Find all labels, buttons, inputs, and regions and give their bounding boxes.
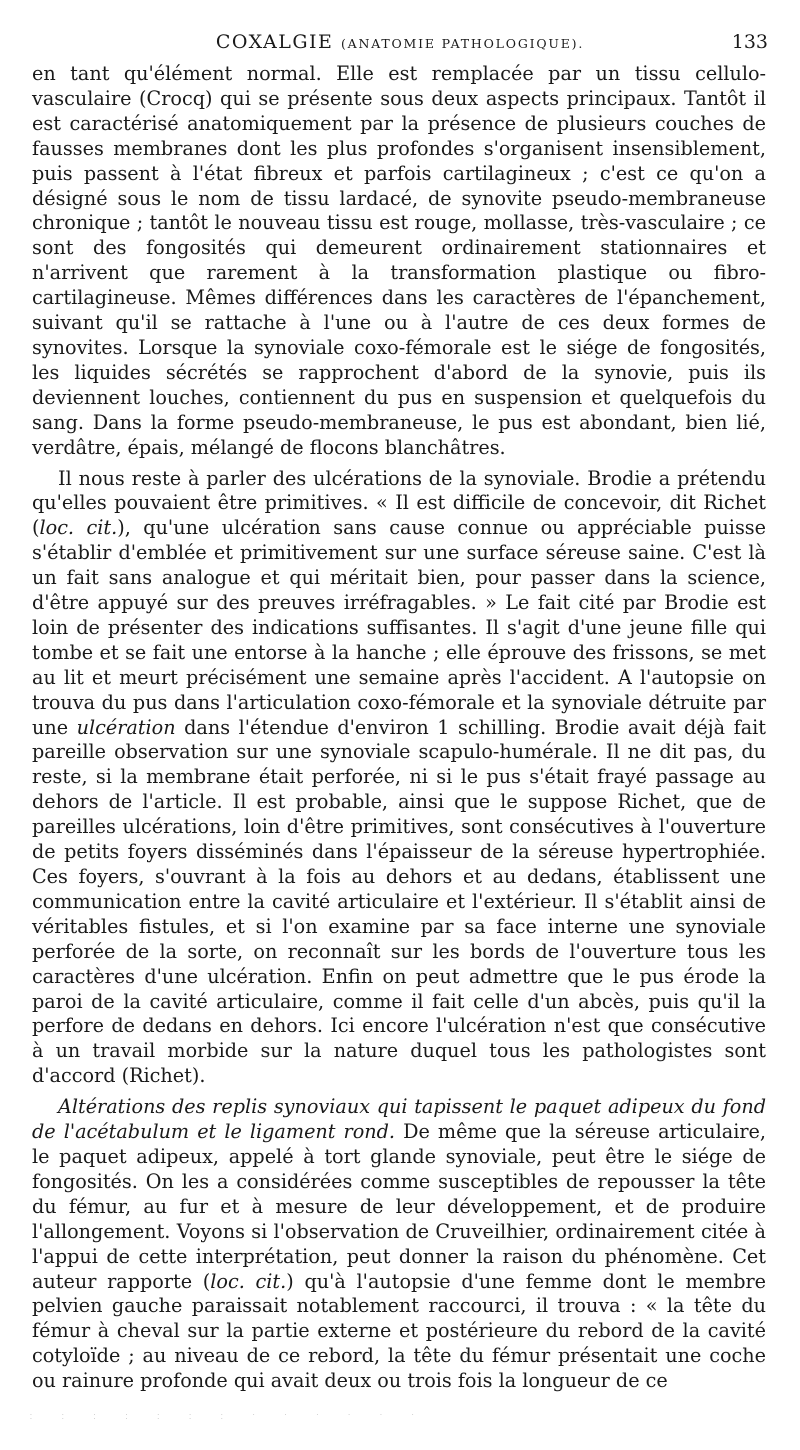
italic-text: Altérations des replis synoviaux qui tapissent le paquet adipeux du fond de l'acétabulum et le ligament rond. — [32, 1095, 766, 1144]
text-run: ), qu'une ulcération sans cause connue ou appréciable puisse s'établir d'emblée et primitivement sur une surface séreuse saine. C'est là un fait sans analogue et qui méritait bien, pour passer dans la science, d'être appuyé sur des preuves irréfragables. » Le fait cité par Brodie est loin de présenter des indications suffisantes. Il s'agit d'une jeune fille qui tombe et se fait une entorse à la hanche ; elle éprouve des frissons, se met au lit et meurt précisément une semaine après l'accident. A l'autopsie on trouva du pus dans l'articulation coxo-fémorale et la synoviale détruite par une — [32, 516, 766, 739]
scan-artifact-dots: . . . . . . . . . . . . . . . . . . . . — [30, 1410, 428, 1421]
chapter-subtitle: (ANATOMIE PATHOLOGIQUE). — [340, 36, 585, 51]
text-run: dans l'étendue d'environ 1 schilling. Brodie avait déjà fait pareille observation sur une synoviale scapulo-humérale. Il ne dit pas, du reste, si la membrane était perforée, ni si le pus s'était frayé passage au dehors de l'article. Il est probable, ainsi que le suppose Richet, que de pareilles ulcérations, loin d'être primitives, sont consécutives à l'ouverture de petits foyers disséminés dans l'épaisseur de la séreuse hypertrophiée. Ces foyers, s'ouvrant à la fois au dehors et au dedans, établissent une communication entre la cavité articulaire et l'extérieur. Il s'établit ainsi de véritables fistules, et si l'on examine par sa face interne une synoviale perforée de la sorte, on reconnaît sur les bords de l'ouverture tous les caractères d'une ulcération. Enfin on peut admettre que le pus érode la paroi de la cavité articulaire, comme il fait celle d'un abcès, puis qu'il la perfore de dedans en dehors. Ici encore l'ulcération n'est que consécutive à un travail morbide sur la nature duquel tous les pathologistes sont d'accord (Richet). — [32, 715, 766, 1088]
chapter-title: COXALGIE — [215, 31, 334, 53]
italic-text: loc. cit. — [39, 516, 118, 540]
text-run: De même que la séreuse articulaire, le paquet adipeux, appelé à tort glande synoviale, peut être le siége de fongosités. On les a considérées comme susceptibles de repousser la tête du fémur, au fur et à mesure de leur développement, et de produire l'allongement. Voyons si l'observation de Cruveilhier, ordinairement citée à l'appui de cette interprétation, peut donner la raison du phénomène. Cet auteur rapporte ( — [32, 1120, 766, 1293]
text-run: ) qu'à l'autopsie d'une femme dont le membre pelvien gauche paraissait notablement raccourci, il trouva : « la tête du fémur à cheval sur la partie externe et postérieure du rebord de la cavité cotyloïde ; au niveau de ce rebord, la tête du fémur présentait une coche ou rainure profonde qui avait deux ou trois fois la longueur de ce — [32, 1269, 767, 1393]
body-text — [32, 62, 766, 1400]
text-run: en tant qu'élément normal. Elle est remplacée par un tissu cellulo-vasculaire (Crocq) qui se présente sous deux aspects principaux. Tantôt il est caractérisé anatomiquement par la présence de plusieurs couches de fausses membranes dont les plus profondes s'organisent insensiblement, puis passent à l'état fibreux et parfois cartilagineux ; c'est ce qu'on a désigné sous le nom de tissu lardacé, de synovite pseudo-membraneuse chronique ; tantôt le nouveau tissu est rouge, mollasse, très-vasculaire ; ce sont des fongosités qui demeurent ordinairement stationnaires et n'arrivent que rarement à la transformation plastique ou fibro-cartilagineuse. Mêmes différences dans les caractères de l'épanchement, suivant qu'il se rattache à l'une ou à l'autre de ces deux formes de synovites. Lorsque la synoviale coxo-fémorale est le siége de fongosités, les liquides sécrétés se rapprochent d'abord de la synovie, puis ils deviennent louches, contiennent du pus en suspension et quelquefois du sang. Dans la forme pseudo-membraneuse, le pus est abondant, bien lié, verdâtre, épais, mélangé de flocons blanchâtres. — [32, 62, 766, 459]
running-header — [32, 30, 768, 54]
paragraph — [32, 62, 766, 461]
page-number: 133 — [731, 31, 768, 53]
italic-text: ulcération — [76, 715, 176, 739]
text-run: Il nous reste à parler des ulcérations de la synoviale. Brodie a prétendu qu'elles pouvaient être primitives. « Il est difficile de concevoir, dit Richet ( — [32, 466, 766, 540]
paragraph — [32, 1095, 766, 1394]
italic-text: loc. cit. — [210, 1269, 287, 1293]
chapter-heading — [32, 30, 768, 56]
paragraph — [32, 467, 766, 1090]
